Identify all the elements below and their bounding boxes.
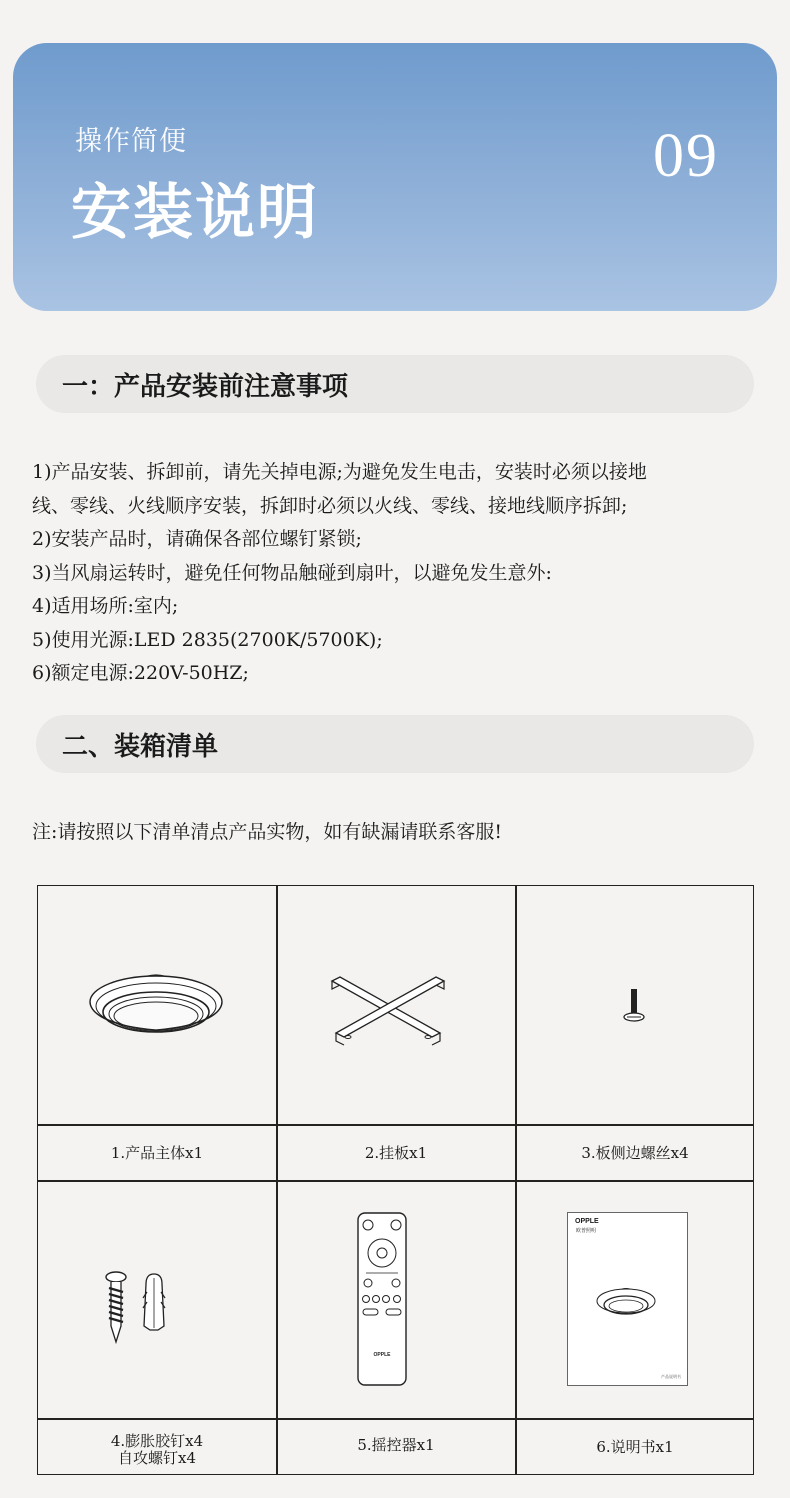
packing-item-label-line: 自攻螺钉x4 <box>117 1449 196 1467</box>
manual-brand: OPPLE <box>575 1218 599 1225</box>
packing-item-label: 3.板侧边螺丝x4 <box>581 1144 689 1162</box>
precaution-line: 线、零线、火线顺序安装，拆卸时必须以火线、零线、接地线顺序拆卸; <box>32 494 628 517</box>
precaution-line: 2)安装产品时，请确保各部位螺钉紧锁; <box>32 528 362 550</box>
section-header-precautions <box>36 355 754 413</box>
ceiling-fan-light-illustration <box>86 968 226 1056</box>
packing-item-label: 6.说明书x1 <box>596 1438 674 1456</box>
section-header-packing-list <box>36 715 754 773</box>
anchors-and-screws-illustration <box>100 1270 174 1348</box>
packing-item-label-line: 4.膨胀胶钉x4 <box>110 1432 204 1450</box>
remote-control-illustration <box>356 1211 408 1387</box>
precautions-list <box>32 456 772 691</box>
packing-item-label: 1.产品主体x1 <box>110 1144 204 1162</box>
hero-subtitle: 操作简便 <box>75 126 187 157</box>
manual-footer: 产品说明书 <box>661 1374 681 1379</box>
precaution-line: 4)适用场所:室内; <box>32 595 179 617</box>
section-title: 一：产品安装前注意事项 <box>62 372 349 402</box>
precaution-line: 6)额定电源:220V-50HZ; <box>32 662 249 684</box>
packing-item-label: 2.挂板x1 <box>364 1144 428 1162</box>
fan-light-small-icon <box>595 1285 657 1323</box>
hero-banner <box>13 43 777 311</box>
hero-number: 09 <box>653 122 719 190</box>
precaution-line: 1)产品安装、拆卸前，请先关掉电源;为避免发生电击，安装时必须以接地 <box>32 461 647 483</box>
packing-item-label: 5.摇控器x1 <box>357 1436 435 1454</box>
remote-brand-text: OPPLE <box>373 1352 391 1358</box>
mounting-bracket-illustration <box>328 971 448 1047</box>
packing-item-label <box>38 1433 276 1467</box>
manual-illustration <box>567 1212 688 1386</box>
precaution-line: 5)使用光源:LED 2835(2700K/5700K); <box>32 628 383 651</box>
section-title: 二、装箱清单 <box>62 732 219 762</box>
screw-illustration <box>622 986 646 1026</box>
hero-title: 安装说明 <box>71 178 319 248</box>
packing-list-table <box>37 885 754 1475</box>
precaution-line: 3)当风扇运转时，避免任何物品触碰到扇叶，以避免发生意外: <box>32 561 552 584</box>
manual-brand-sub: 欧普照明 <box>576 1228 597 1234</box>
packing-note: 注:请按照以下清单清点产品实物，如有缺漏请联系客服! <box>32 821 503 843</box>
